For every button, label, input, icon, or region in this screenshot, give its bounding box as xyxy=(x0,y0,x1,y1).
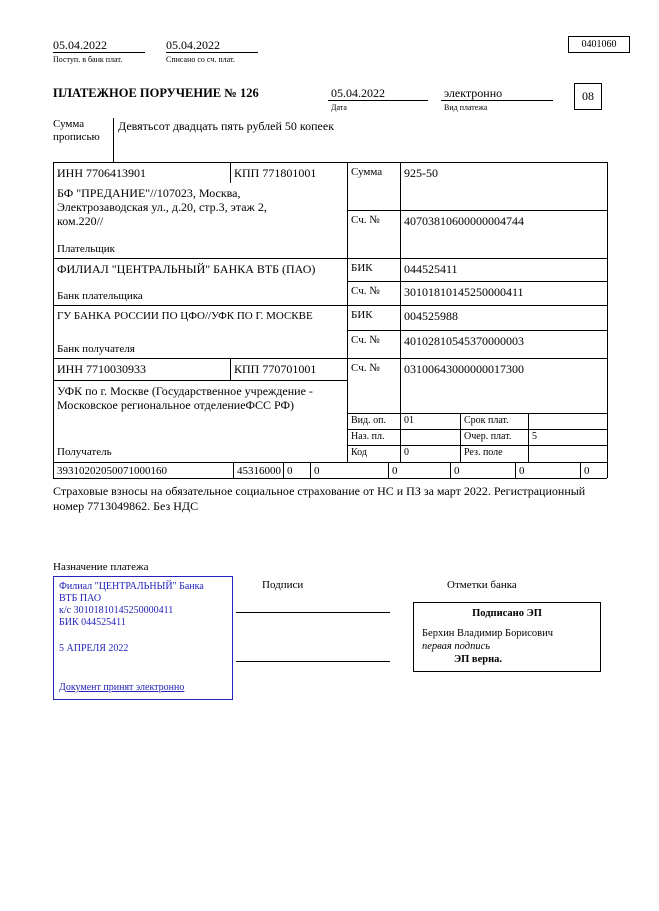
bank-stamp xyxy=(53,576,233,700)
payer-bank-name: ФИЛИАЛ "ЦЕНТРАЛЬНЫЙ" БАНКА ВТБ (ПАО) xyxy=(57,262,316,276)
stamp-bik: БИК 044525411 xyxy=(59,617,126,628)
grid-line xyxy=(230,162,231,183)
payment-kind-value: электронно xyxy=(444,86,503,100)
purpose-code-label: Наз. пл. xyxy=(351,431,385,442)
grid-line xyxy=(460,413,461,462)
grid-line xyxy=(515,462,516,478)
grid-line xyxy=(607,162,608,478)
divider xyxy=(441,100,553,101)
amount-words-label-2: прописью xyxy=(53,131,100,143)
grid-line xyxy=(388,462,389,478)
payee-bank-bik-value: 004525988 xyxy=(404,309,458,323)
payee-bank-label: Банк получателя xyxy=(57,343,135,355)
form-code-box: 0401060 xyxy=(568,36,630,53)
tax-docnum-field: 0 xyxy=(392,465,398,477)
signed-name: Берхин Владимир Борисович xyxy=(422,628,553,639)
signed-subtitle: первая подпись xyxy=(422,641,491,652)
grid-line xyxy=(53,478,607,479)
sum-label: Сумма xyxy=(351,166,383,178)
payer-account-value: 40703810600000004744 xyxy=(404,214,524,228)
payee-label: Получатель xyxy=(57,446,112,458)
payee-account-value: 03100643000000017300 xyxy=(404,362,524,376)
tax-basis-field: 0 xyxy=(287,465,293,477)
signature-line xyxy=(236,612,390,613)
grid-line xyxy=(230,358,231,380)
bank-marks-label: Отметки банка xyxy=(447,579,517,591)
due-date-label: Срок плат. xyxy=(464,415,509,426)
tax-docdate-field: 0 xyxy=(454,465,460,477)
date-debited-label: Списано со сч. плат. xyxy=(166,55,235,64)
code-label: Код xyxy=(351,447,367,458)
signed-verified: ЭП верна. xyxy=(454,654,503,665)
payee-bank-name: ГУ БАНКА РОССИИ ПО ЦФО//УФК ПО Г. МОСКВЕ xyxy=(57,310,313,322)
signed-title: Подписано ЭП xyxy=(472,608,542,619)
payer-name: БФ "ПРЕДАНИЕ"//107023, Москва, Электрозаводская ул., д.20, стр.3, этаж 2, ком.220// xyxy=(57,186,267,228)
grid-line xyxy=(347,210,607,211)
signature-line xyxy=(236,661,390,662)
grid-line xyxy=(580,462,581,478)
grid-line xyxy=(347,413,607,414)
amount-words-label-1: Сумма xyxy=(53,118,85,130)
signatures-label: Подписи xyxy=(262,579,304,591)
grid-line xyxy=(528,413,529,462)
stamp-corr-account: к/с 30101810145250000411 xyxy=(59,605,174,616)
grid-line xyxy=(233,462,234,478)
signature-stamp-box xyxy=(413,602,601,672)
purpose-label: Назначение платежа xyxy=(53,561,149,573)
grid-line xyxy=(53,258,607,259)
payee-inn: ИНН 7710030933 xyxy=(57,362,146,376)
divider xyxy=(53,52,145,53)
date-received-label: Поступ. в банк плат. xyxy=(53,55,123,64)
reserve-field-label: Рез. поле xyxy=(464,447,503,458)
document-date-value: 05.04.2022 xyxy=(331,86,385,100)
payee-bank-account-label: Сч. № xyxy=(351,334,380,346)
payer-kpp: КПП 771801001 xyxy=(234,166,317,180)
stamp-date: 5 АПРЕЛЯ 2022 xyxy=(59,643,129,654)
payee-kpp: КПП 770701001 xyxy=(234,362,317,376)
stamp-org: Филиал "ЦЕНТРАЛЬНЫЙ" Банка ВТБ ПАО xyxy=(59,581,204,604)
purpose-text: Страховые взносы на обязательное социальное страхование от НС и ПЗ за март 2022. Регистрационный номер 7713049862. Без НДС xyxy=(53,484,586,513)
payer-bank-bik-label: БИК xyxy=(351,262,373,274)
grid-line xyxy=(347,162,348,462)
grid-line xyxy=(400,162,401,462)
grid-line xyxy=(53,305,607,306)
payee-name: УФК по г. Москве (Государственное учреждение - Московское региональное отделениеФСС РФ) xyxy=(57,384,313,412)
payer-inn: ИНН 7706413901 xyxy=(57,166,146,180)
oktmo-field: 45316000 xyxy=(237,465,281,477)
tax-type-field: 0 xyxy=(519,465,525,477)
op-type-value: 01 xyxy=(404,415,414,426)
divider xyxy=(328,100,428,101)
date-debited-value: 05.04.2022 xyxy=(166,38,220,52)
status-code-box: 08 xyxy=(574,83,602,110)
payer-bank-account-value: 30101810145250000411 xyxy=(404,285,524,299)
priority-label: Очер. плат. xyxy=(464,431,512,442)
divider xyxy=(113,118,114,162)
op-type-label: Вид. оп. xyxy=(351,415,386,426)
grid-line xyxy=(347,281,607,282)
payee-bank-account-value: 40102810545370000003 xyxy=(404,334,524,348)
payer-bank-label: Банк плательщика xyxy=(57,290,143,302)
grid-line xyxy=(347,445,607,446)
payer-label: Плательщик xyxy=(57,243,115,255)
divider xyxy=(166,52,258,53)
grid-line xyxy=(283,462,284,478)
grid-line xyxy=(347,429,607,430)
amount-words-value: Девятьсот двадцать пять рублей 50 копеек xyxy=(118,119,335,133)
payee-account-label: Сч. № xyxy=(351,362,380,374)
grid-line xyxy=(310,462,311,478)
grid-line xyxy=(53,358,607,359)
payer-bank-bik-value: 044525411 xyxy=(404,262,458,276)
code-value: 0 xyxy=(404,447,409,458)
grid-line xyxy=(53,380,347,381)
date-received-value: 05.04.2022 xyxy=(53,38,107,52)
sum-value: 925-50 xyxy=(404,166,438,180)
document-date-label: Дата xyxy=(331,103,347,112)
payer-account-label: Сч. № xyxy=(351,214,380,226)
payer-bank-account-label: Сч. № xyxy=(351,285,380,297)
document-title: ПЛАТЕЖНОЕ ПОРУЧЕНИЕ № 126 xyxy=(53,86,259,100)
grid-line xyxy=(53,462,607,463)
grid-line xyxy=(347,330,607,331)
tax-extra-field: 0 xyxy=(584,465,590,477)
payee-bank-bik-label: БИК xyxy=(351,309,373,321)
priority-value: 5 xyxy=(532,431,537,442)
grid-line xyxy=(53,162,54,478)
grid-line xyxy=(53,162,607,163)
grid-line xyxy=(450,462,451,478)
kbk-field: 39310202050071000160 xyxy=(57,465,167,477)
tax-period-field: 0 xyxy=(314,465,320,477)
stamp-note: Документ принят электронно xyxy=(59,682,185,693)
payment-kind-label: Вид платежа xyxy=(444,103,488,112)
